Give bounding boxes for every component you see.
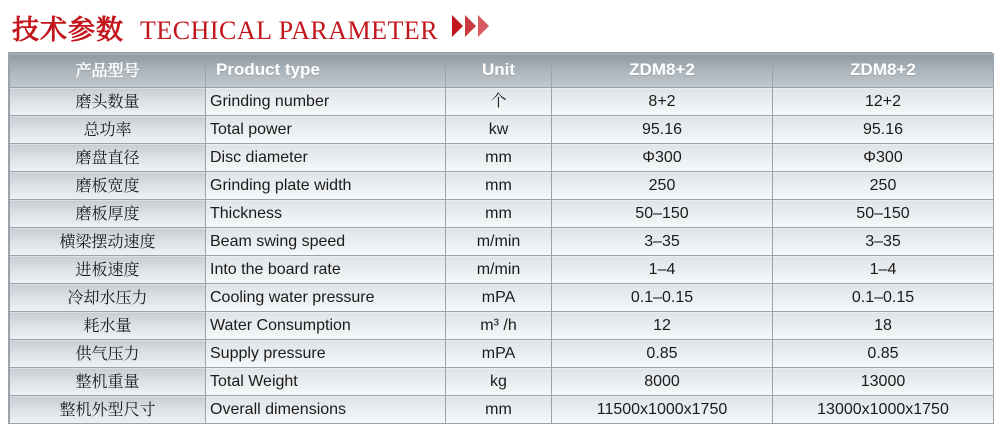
row-value-2: 18	[773, 312, 994, 340]
row-value-2: 0.85	[773, 340, 994, 368]
row-value-1: 50–150	[552, 200, 773, 228]
row-label-en: Grinding number	[206, 88, 446, 116]
row-unit: 个	[446, 88, 552, 116]
row-value-2: Φ300	[773, 144, 994, 172]
row-label-en: Cooling water pressure	[206, 284, 446, 312]
chevron-right-icon	[452, 15, 489, 37]
table-row	[10, 228, 994, 256]
row-value-2: 1–4	[773, 256, 994, 284]
spec-table-container	[8, 52, 992, 424]
row-unit: m/min	[446, 256, 552, 284]
header-value-2: ZDM8+2	[773, 54, 994, 88]
table-row	[10, 116, 994, 144]
spec-table-body	[10, 88, 994, 424]
row-value-1: 8+2	[552, 88, 773, 116]
row-value-1: 250	[552, 172, 773, 200]
row-value-2: 3–35	[773, 228, 994, 256]
row-label-cn: 磨头数量	[10, 88, 206, 116]
table-row	[10, 396, 994, 424]
page-title	[0, 0, 1000, 48]
row-value-1: 95.16	[552, 116, 773, 144]
row-unit: kw	[446, 116, 552, 144]
row-value-1: Φ300	[552, 144, 773, 172]
row-unit: mm	[446, 144, 552, 172]
row-value-2: 250	[773, 172, 994, 200]
row-label-cn: 耗水量	[10, 312, 206, 340]
row-unit: mPA	[446, 340, 552, 368]
row-value-1: 0.85	[552, 340, 773, 368]
row-label-cn: 冷却水压力	[10, 284, 206, 312]
row-label-en: Total Weight	[206, 368, 446, 396]
table-row	[10, 144, 994, 172]
table-row	[10, 256, 994, 284]
page-title-chinese: 技术参数	[12, 15, 124, 46]
row-label-en: Into the board rate	[206, 256, 446, 284]
row-label-en: Thickness	[206, 200, 446, 228]
row-value-2: 12+2	[773, 88, 994, 116]
row-unit: mm	[446, 172, 552, 200]
header-unit: Unit	[446, 54, 552, 88]
table-row	[10, 172, 994, 200]
row-value-2: 0.1–0.15	[773, 284, 994, 312]
row-value-2: 95.16	[773, 116, 994, 144]
row-label-cn: 总功率	[10, 116, 206, 144]
row-label-en: Water Consumption	[206, 312, 446, 340]
header-product-type: Product type	[206, 54, 446, 88]
table-row	[10, 340, 994, 368]
row-label-cn: 磨板宽度	[10, 172, 206, 200]
row-label-en: Beam swing speed	[206, 228, 446, 256]
row-label-cn: 进板速度	[10, 256, 206, 284]
row-label-cn: 供气压力	[10, 340, 206, 368]
page-title-english: TECHICAL PARAMETER	[140, 16, 439, 45]
table-header-row	[10, 54, 994, 88]
row-unit: mm	[446, 396, 552, 424]
row-label-cn: 磨板厚度	[10, 200, 206, 228]
row-label-en: Supply pressure	[206, 340, 446, 368]
row-value-2: 50–150	[773, 200, 994, 228]
table-row	[10, 88, 994, 116]
header-model-cn: 产品型号	[10, 54, 206, 88]
row-label-cn: 整机重量	[10, 368, 206, 396]
row-value-1: 1–4	[552, 256, 773, 284]
row-value-1: 12	[552, 312, 773, 340]
row-value-1: 11500x1000x1750	[552, 396, 773, 424]
table-row	[10, 284, 994, 312]
row-unit: mm	[446, 200, 552, 228]
row-unit: kg	[446, 368, 552, 396]
table-row	[10, 312, 994, 340]
row-value-2: 13000x1000x1750	[773, 396, 994, 424]
row-label-en: Overall dimensions	[206, 396, 446, 424]
row-value-1: 8000	[552, 368, 773, 396]
row-value-1: 3–35	[552, 228, 773, 256]
table-row	[10, 200, 994, 228]
row-value-2: 13000	[773, 368, 994, 396]
row-label-cn: 横梁摆动速度	[10, 228, 206, 256]
row-label-cn: 整机外型尺寸	[10, 396, 206, 424]
row-unit: m³ /h	[446, 312, 552, 340]
row-label-en: Disc diameter	[206, 144, 446, 172]
row-label-en: Grinding plate width	[206, 172, 446, 200]
header-value-1: ZDM8+2	[552, 54, 773, 88]
row-label-cn: 磨盘直径	[10, 144, 206, 172]
row-label-en: Total power	[206, 116, 446, 144]
row-unit: m/min	[446, 228, 552, 256]
row-value-1: 0.1–0.15	[552, 284, 773, 312]
row-unit: mPA	[446, 284, 552, 312]
spec-table	[9, 53, 994, 424]
table-row	[10, 368, 994, 396]
